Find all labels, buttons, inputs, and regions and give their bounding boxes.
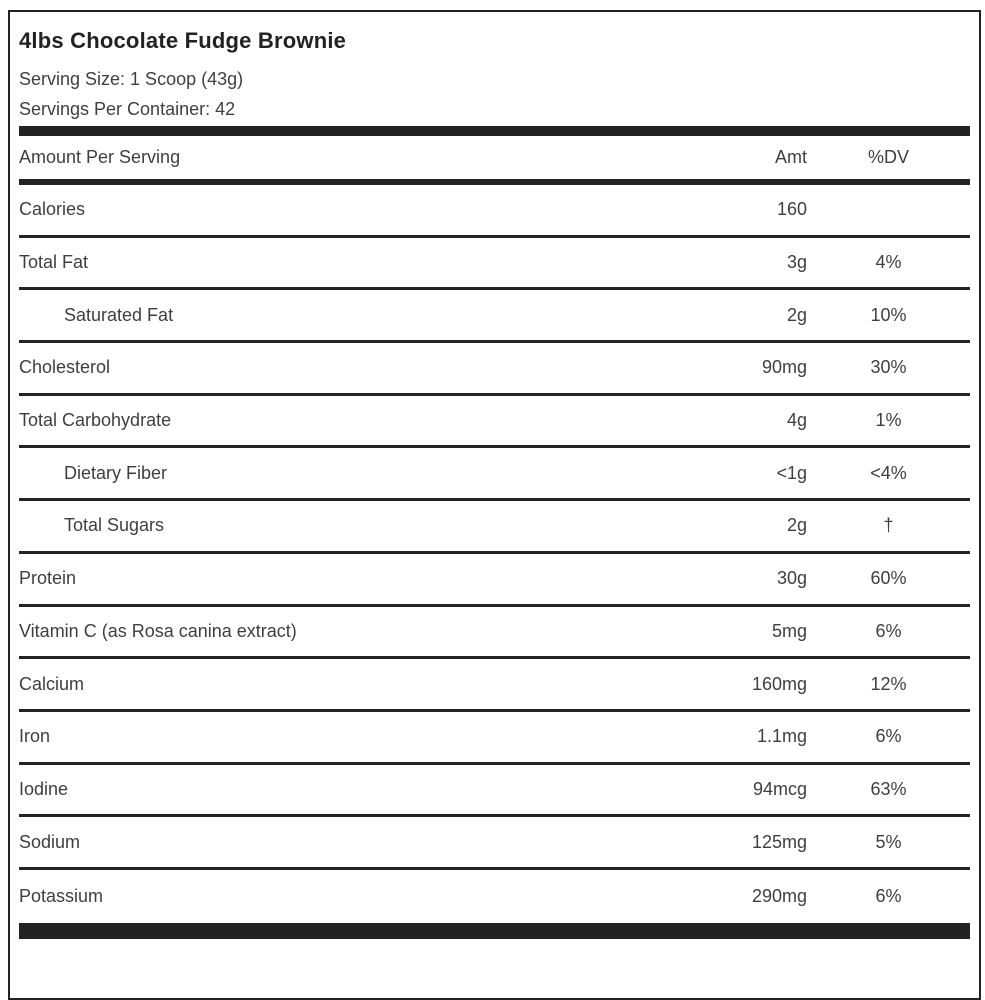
nutrient-name: Sodium	[19, 831, 81, 852]
nutrient-name: Vitamin C (as Rosa canina extract)	[19, 620, 297, 641]
nutrient-name: Saturated Fat	[64, 304, 174, 325]
nutrient-dv: 6%	[875, 620, 902, 641]
nutrient-name: Total Fat	[19, 252, 89, 273]
table-row	[19, 290, 970, 343]
table-row	[19, 343, 970, 396]
nutrient-name: Dietary Fiber	[64, 462, 168, 483]
nutrient-name: Total Carbohydrate	[19, 410, 172, 431]
nutrient-name: Total Sugars	[64, 515, 165, 536]
nutrient-name: Cholesterol	[19, 357, 111, 378]
nutrient-name: Protein	[19, 568, 77, 589]
nutrient-name: Iodine	[19, 778, 69, 799]
nutrient-amount: 2g	[786, 304, 807, 325]
nutrient-dv: 6%	[875, 885, 902, 906]
nutrient-amount: 3g	[786, 252, 807, 273]
table-row	[19, 448, 970, 501]
nutrient-amount: 94mcg	[752, 778, 807, 799]
servings-per-container-text: Servings Per Container: 42	[19, 99, 236, 119]
nutrient-amount: 90mg	[761, 357, 807, 378]
table-row	[19, 554, 970, 607]
nutrient-amount: 2g	[786, 515, 807, 536]
divider-thick-top	[19, 126, 970, 136]
nutrient-name: Iron	[19, 726, 51, 747]
nutrient-amount: 160	[776, 199, 807, 220]
nutrient-name: Calcium	[19, 673, 85, 694]
table-header-row	[19, 136, 970, 185]
nutrient-dv: 6%	[875, 726, 902, 747]
table-row	[19, 712, 970, 765]
nutrient-amount: 290mg	[751, 885, 807, 906]
table-row	[19, 817, 970, 870]
divider-thick-bottom	[19, 923, 970, 939]
table-row	[19, 765, 970, 818]
nutrient-dv: 10%	[870, 304, 907, 325]
product-title: 4lbs Chocolate Fudge Brownie	[19, 28, 347, 53]
table-row	[19, 396, 970, 449]
column-header-amount-per-serving: Amount Per Serving	[19, 147, 181, 167]
nutrient-dv: 30%	[870, 357, 907, 378]
nutrient-amount: 160mg	[751, 673, 807, 694]
column-header-dv: %DV	[867, 147, 909, 167]
nutrient-amount: 4g	[786, 410, 807, 431]
table-row	[19, 659, 970, 712]
nutrient-dv: 12%	[870, 673, 907, 694]
nutrient-amount: 1.1mg	[756, 726, 807, 747]
table-row	[19, 607, 970, 660]
table-row	[19, 501, 970, 554]
nutrient-dv: <4%	[870, 462, 907, 483]
nutrient-amount: 30g	[776, 568, 807, 589]
nutrient-dv: 1%	[875, 410, 902, 431]
table-row	[19, 238, 970, 291]
nutrient-amount: <1g	[776, 462, 807, 483]
serving-size-text: Serving Size: 1 Scoop (43g)	[19, 69, 244, 89]
nutrient-dv: †	[883, 515, 894, 536]
nutrient-name: Potassium	[19, 885, 104, 906]
column-header-amt: Amt	[774, 147, 807, 167]
nutrition-facts-panel	[8, 10, 981, 1000]
nutrient-dv: 63%	[870, 778, 907, 799]
nutrient-name: Calories	[19, 199, 86, 220]
nutrition-rows	[19, 185, 970, 923]
nutrient-dv: 60%	[870, 568, 907, 589]
table-row	[19, 185, 970, 238]
nutrient-amount: 5mg	[771, 620, 807, 641]
nutrient-dv: 4%	[875, 252, 902, 273]
table-row	[19, 870, 970, 923]
nutrient-dv: 5%	[875, 831, 902, 852]
nutrient-amount: 125mg	[751, 831, 807, 852]
